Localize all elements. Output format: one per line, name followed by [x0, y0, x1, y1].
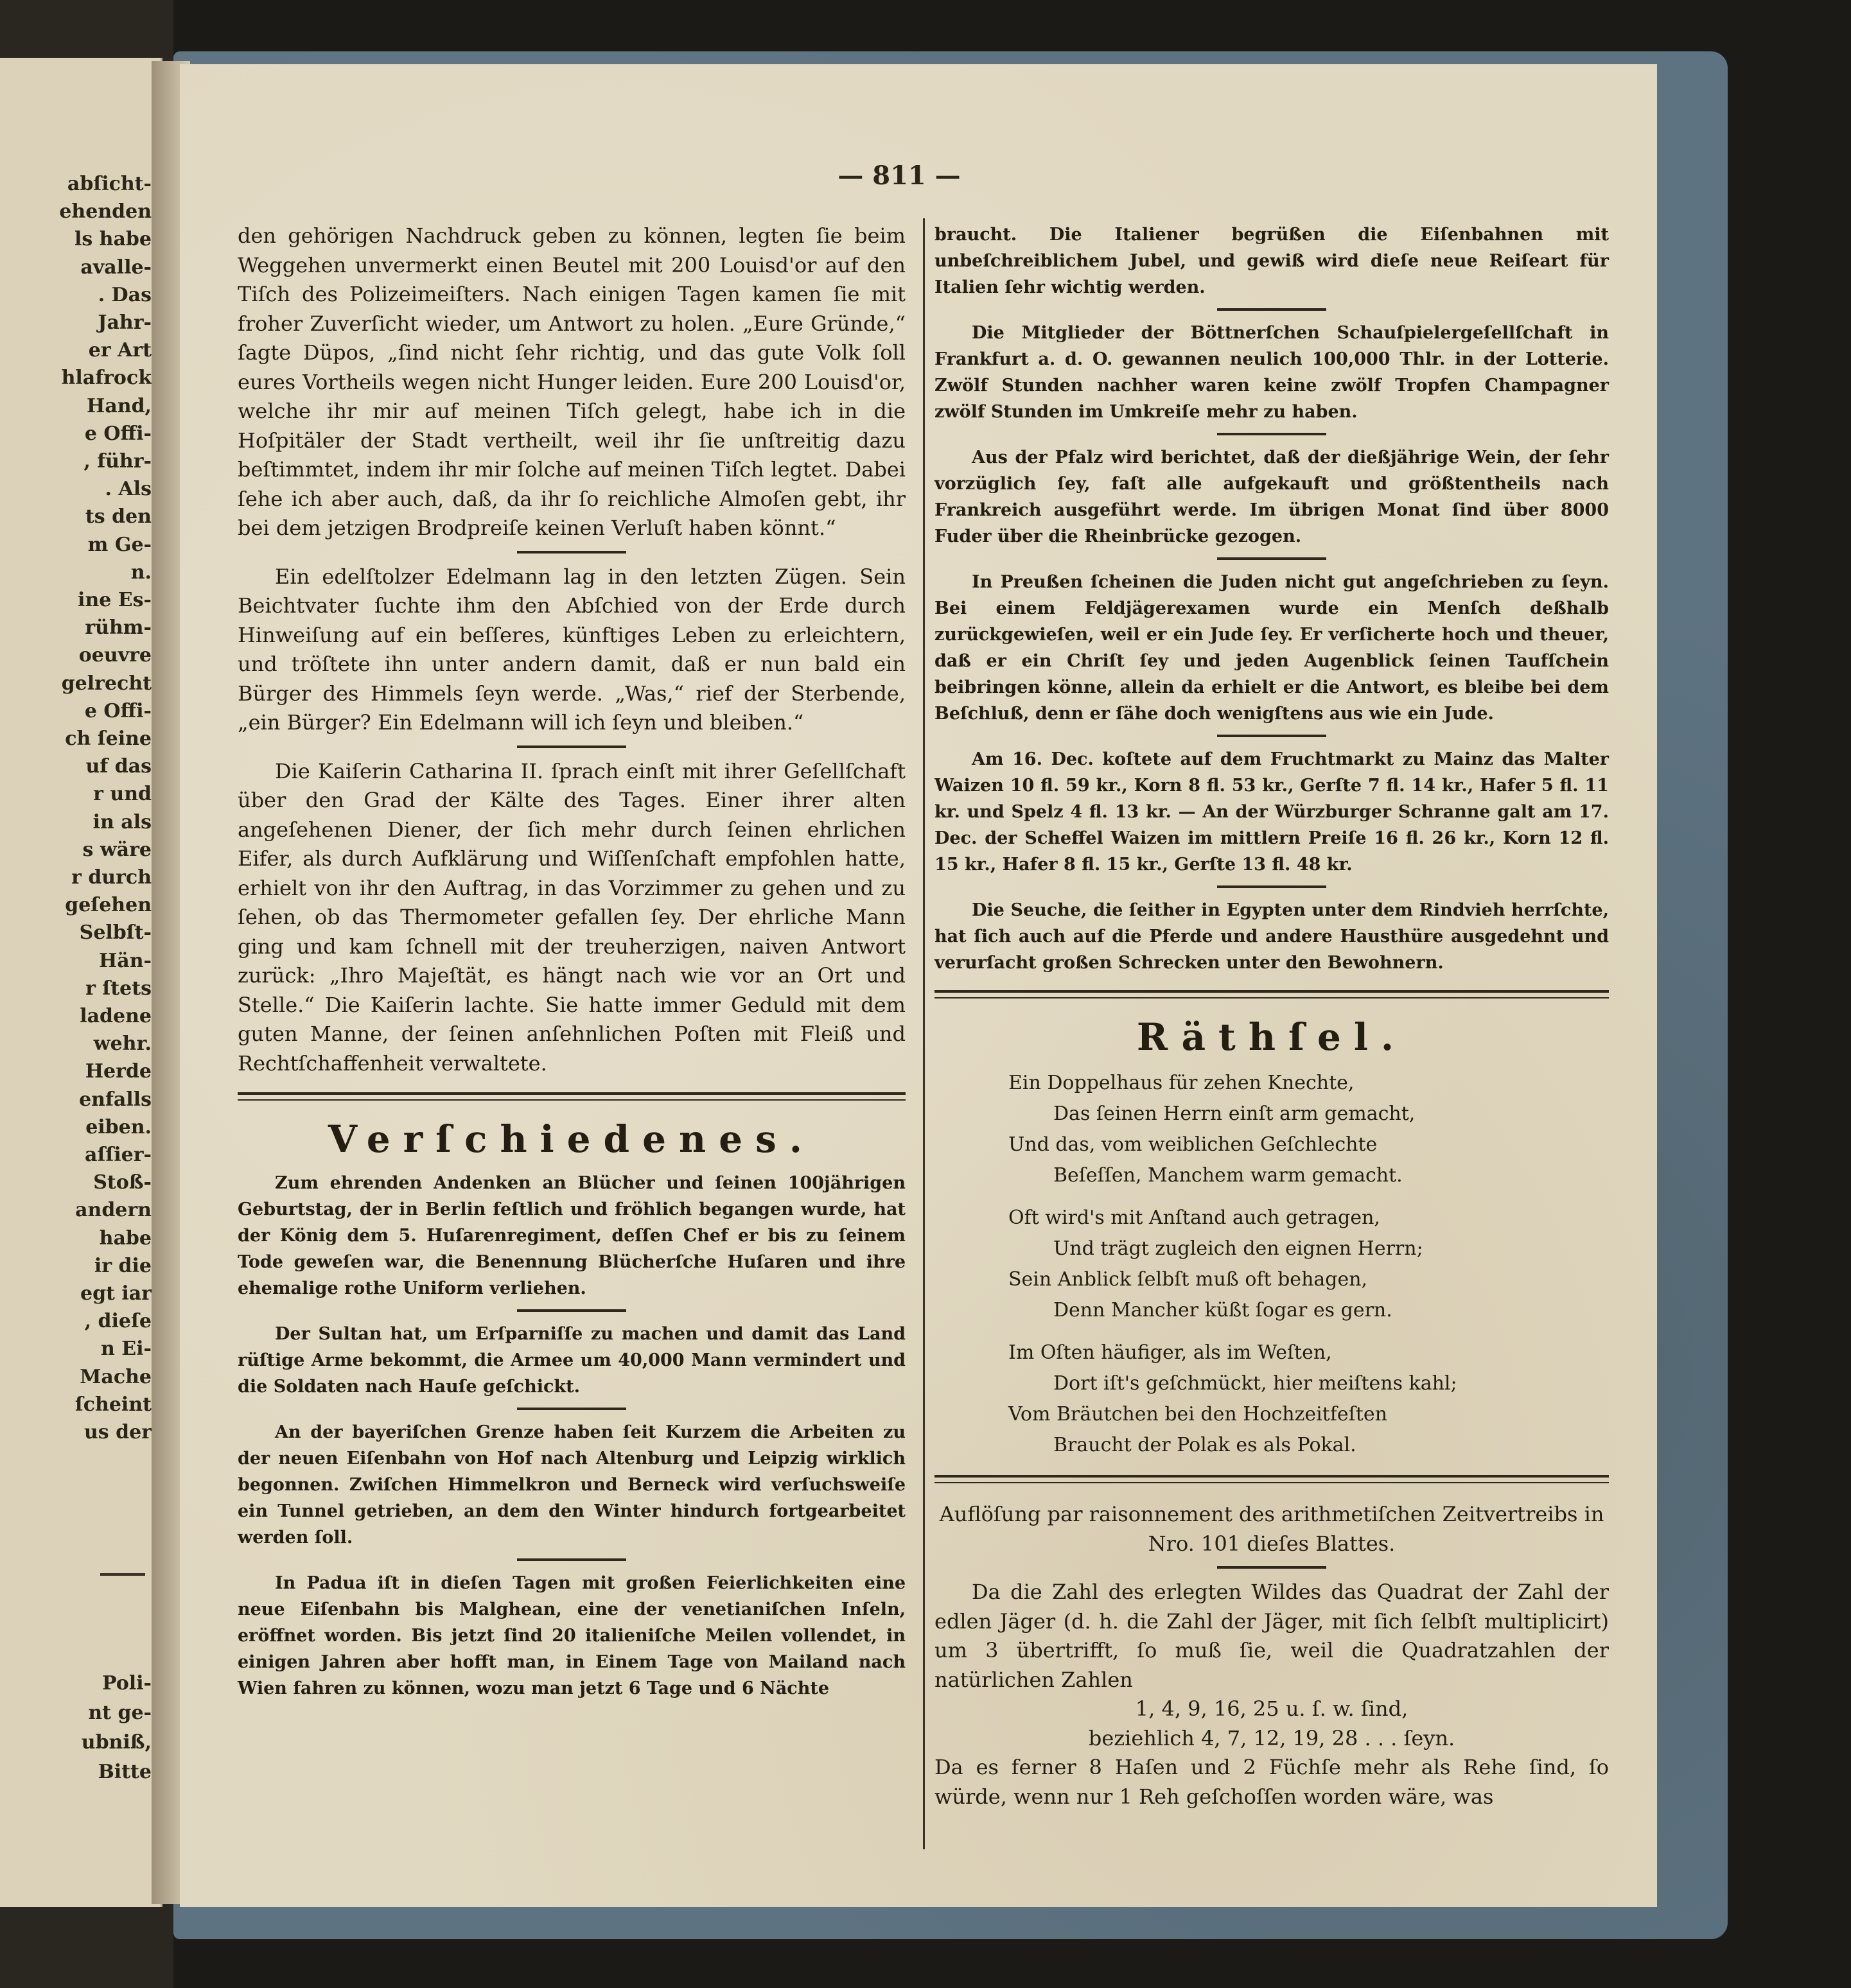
left-page-line: ls habe — [74, 228, 152, 251]
poem-line: Ein Doppelhaus für zehen Knechte, — [1008, 1072, 1355, 1094]
left-page-line: gelrecht — [61, 672, 152, 695]
poem-line: Das ſeinen Herrn einſt arm gemacht, — [1053, 1103, 1416, 1125]
left-page-line: ch ſeine — [65, 728, 152, 750]
left-page-line: Hän- — [98, 949, 152, 972]
section-rule — [517, 1408, 626, 1410]
left-page-line: , führ- — [83, 450, 152, 473]
solution-text: Da die Zahl des erlegten Wildes das Quadrat der Zahl der edlen Jäger (d. h. die Zahl der Jäger, mit ſich ſelbſt multiplicirt) um 3 übertrifft, ſo muß ſie, weil die Quadratzahlen der natürlichen Zahlen — [934, 1580, 1609, 1692]
poem-line: Sein Anblick ſelbſt muß oft behagen, — [1008, 1268, 1368, 1291]
anecdote-catharina: Die Kaiſerin Catharina II. ſprach einſt mit ihrer Geſellſchaft über den Grad der Kälte des Tages. Einer ihrer alten angeſehenen Diener, der ſich mehr durch ſeinen ehrlichen Eifer, als durch Aufklärung und Wiſſenſchaft empfohlen hatte, erhielt von ihr den Auftrag, in das Vorzimmer zu gehen und zu ſehen, ob das Thermometer gefallen ſey. Der ehrliche Mann ging und kam ſchnell mit der treuherzigen, naiven Antwort zurück: „Ihro Majeſtät, es hängt nach wie vor an Ort und Stelle.“ Die Kaiſerin lachte. Sie hatte immer Geduld mit dem guten Manne, der ſeinen anſehnlichen Poſten mit Fleiß und Rechtſchaffenheit verwaltete. — [238, 758, 906, 1076]
poem-line: Denn Mancher küßt ſogar es gern. — [1053, 1299, 1392, 1321]
news-bavarian-railway: An der bayeriſchen Grenze haben ſeit Kurzem die Arbeiten zu der neuen Eiſenbahn von Hof nach Altenburg und Leipzig wirklich begonnen. Zwiſchen Himmelkron und Berneck wird verſuchsweiſe ein Tunnel getrieben, an dem den Winter hindurch fortgearbeitet werden ſoll. — [238, 1422, 906, 1548]
section-rule — [1217, 308, 1326, 311]
left-page-line: abſicht- — [67, 173, 152, 195]
left-page-line: ubniß, — [81, 1731, 152, 1754]
left-page-line: eiben. — [85, 1115, 152, 1138]
left-page-line: n. — [130, 561, 152, 584]
news-egypt-plague: Die Seuche, die ſeither in Egypten unter dem Rindvieh herrſchte, hat ſich auch auf die Pferde und andere Hausthüre ausgedehnt und verurſacht großen Schrecken unter den Bewohnern. — [934, 900, 1609, 973]
news-prussia: In Preußen ſcheinen die Juden nicht gut angeſchrieben zu ſeyn. Bei einem Feldjägerexamen wurde ein Menſch deßhalb zurückgewieſen, weil er ein Jude ſey. Er verſicherte hoch und theuer, daß er ein Chriſt ſey und jeden Augenblick ſeinen Taufſchein beibringen könne, allein da erhielt er die Antwort, es bleibe bei dem Beſchluß, denn er ſähe doch wenigſtens aus wie ein Jude. — [934, 572, 1609, 724]
left-page-line: in als — [92, 810, 152, 833]
left-page-line: Hand, — [86, 394, 152, 417]
solution-sequence-sums: beziehlich 4, 7, 12, 19, 28 . . . ſeyn. — [1088, 1725, 1455, 1750]
news-sultan: Der Sultan hat, um Erſparniſſe zu machen und damit das Land rüſtige Arme bekommt, die Armee um 40,000 Mann vermindert und die Soldaten nach Hauſe geſchickt. — [238, 1324, 906, 1397]
section-rule — [1217, 433, 1326, 435]
riddle-stanza — [1008, 1203, 1609, 1326]
poem-line: Im Oſten häufiger, als im Weſten, — [1008, 1341, 1332, 1364]
page-number: — 811 — — [838, 161, 961, 191]
left-page-line: Bitte — [98, 1761, 152, 1783]
right-column — [934, 222, 1609, 1811]
poem-line: Dort iſt's geſchmückt, hier meiſtens kahl; — [1053, 1372, 1457, 1395]
left-page-line: wehr. — [93, 1033, 152, 1056]
poem-line: Braucht der Polak es als Pokal. — [1053, 1434, 1356, 1456]
section-rule — [1217, 735, 1326, 737]
left-page-line: aſſier- — [85, 1144, 152, 1166]
left-page-line: ladene — [80, 1005, 152, 1027]
left-page-line: ine Es- — [78, 589, 152, 611]
left-page-line: Poli- — [101, 1672, 152, 1695]
section-rule — [1217, 885, 1326, 888]
column-divider — [923, 218, 925, 1849]
section-rule — [1217, 1566, 1326, 1569]
left-page-line: m Ge- — [87, 533, 152, 556]
left-page-line: s wäre — [82, 838, 152, 861]
solution-title: Auflöſung par raisonnement des arithmetiſchen Zeitvertreibs in Nro. 101 dieſes Blattes. — [939, 1502, 1604, 1556]
left-page-line: andern — [75, 1199, 152, 1222]
left-page-line: oeuvre — [78, 644, 152, 667]
left-page-line: r durch — [71, 866, 152, 889]
left-page-line: r und — [93, 783, 152, 806]
news-grain-prices: Am 16. Dec. koſtete auf dem Fruchtmarkt zu Mainz das Malter Waizen 10 fl. 59 kr., Korn 8 fl. 53 kr., Gerſte 7 fl. 14 kr., Hafer 5 fl. 11 kr. und Spelz 4 fl. 13 kr. — An der Würzburger Schranne galt am 17. Dec. der Scheffel Waizen im mittlern Preiſe 16 fl. 26 kr., Korn 12 fl. 15 kr., Hafer 8 fl. 15 kr., Gerſte 13 fl. 48 kr. — [934, 749, 1609, 875]
left-page-line: Selbſt- — [79, 921, 152, 945]
left-page-line: ir die — [94, 1254, 152, 1277]
left-page-line: Stoß- — [93, 1171, 152, 1194]
poem-line: Und das, vom weiblichen Geſchlechte — [1008, 1133, 1378, 1156]
poem-line: Beſeſſen, Manchem warm gemacht. — [1053, 1164, 1403, 1187]
left-page-line: . Als — [105, 478, 152, 501]
left-page-line: , dieſe — [84, 1310, 152, 1333]
left-page-line: e Offi- — [84, 422, 152, 445]
left-page-line: . Das — [98, 283, 152, 306]
left-page-line: ts den — [85, 505, 152, 528]
left-page-line: n Ei- — [101, 1338, 152, 1361]
news-bluecher: Zum ehrenden Andenken an Blücher und ſeinen 100jährigen Geburtstag, der in Berlin feſtlich und fröhlich begangen wurde, hat der König dem 5. Huſarenregiment, deſſen Chef er bis zu ſeinem Tode geweſen war, die Benennung Blücherſche Huſaren und ihre ehemalige rothe Uniform verliehen. — [238, 1173, 906, 1298]
left-column — [238, 222, 906, 1702]
left-page-line: hlafrock — [61, 367, 152, 390]
left-page-fragment — [0, 58, 162, 1907]
section-heading-verschiedenes: Verſchiedenes. — [328, 1117, 815, 1161]
riddle-poem — [934, 1068, 1609, 1461]
poem-line: Oft wird's mit Anſtand auch getragen, — [1008, 1207, 1380, 1229]
news-italian-railway-cont: braucht. Die Italiener begrüßen die Eiſenbahnen mit unbeſchreiblichem Jubel, und gewiß wird dieſe neue Reiſeart für Italien ſehr wichtig werden. — [934, 225, 1609, 297]
left-page-line: enfalls — [79, 1088, 152, 1111]
left-page-line: uf das — [85, 755, 152, 778]
riddle-stanza — [1008, 1068, 1609, 1191]
left-page-line: Jahr- — [98, 311, 152, 334]
news-pfalz-wine: Aus der Pfalz wird berichtet, daß der dießjährige Wein, der ſehr vorzüglich ſey, faſt alle aufgekauft und größtentheils nach Frankreich ausgeführt werde. Im übrigen Monat ſind über 8000 Fuder über die Rheinbrücke gezogen. — [934, 448, 1609, 546]
anecdote-duepos: den gehörigen Nachdruck geben zu können, legten ſie beim Weggehen unvermerkt einen Beutel mit 200 Louisd'or auf den Tiſch des Polizeimeiſters. Nach einigen Tagen kamen ſie mit froher Zuverſicht wieder, um Antwort zu holen. „Eure Gründe,“ ſagte Düpos, „ſind nicht ſehr richtig, und das gute Volk ſoll eures Vortheils wegen nicht Hunger leiden. Eure 200 Louisd'or, welche ihr mir auf meinen Tiſch gelegt, habe ich in die Hoſpitäler der Stadt vertheilt, weil ihr ſie unſtreitig dazu beſtimmtet, indem ihr mir ſolche auf meinen Tiſch legtet. Dabei ſehe ich aber auch, daß, da ihr ſo reichliche Almoſen gebt, ihr bei dem jetzigen Brodpreiſe keinen Verluſt haben könnt.“ — [238, 223, 906, 540]
left-page-line: Herde — [85, 1060, 152, 1083]
section-rule — [517, 746, 626, 748]
solution-text-cont: Da es ferner 8 Haſen und 2 Füchſe mehr als Rehe ſind, ſo würde, wenn nur 1 Reh geſchoſſen worden wäre, was — [934, 1755, 1609, 1809]
riddle-stanza — [1008, 1338, 1609, 1461]
left-page-line: egt iar — [80, 1282, 152, 1305]
left-page-rule — [100, 1573, 145, 1576]
section-rule — [517, 1309, 626, 1312]
section-rule — [517, 1558, 626, 1561]
poem-line: Vom Bräutchen bei den Hochzeitfeſten — [1008, 1403, 1387, 1426]
section-rule — [517, 551, 626, 554]
left-page-line: Mache — [80, 1365, 152, 1388]
anecdote-edelmann: Ein edelſtolzer Edelmann lag in den letzten Zügen. Sein Beichtvater ſuchte ihm den Abſchied von der Erde durch Hinweiſung auf ein beſſeres, künftiges Leben zu erleichtern, und tröſtete ihn unter andern damit, daß er nun bald ein Bürger des Himmels ſeyn werde. „Was,“ rief der Sterbende, „ein Bürger? Ein Edelmann will ich ſeyn und bleiben.“ — [238, 564, 906, 735]
left-page-line: rühm- — [85, 616, 152, 640]
left-page-line: ſcheint — [75, 1393, 152, 1416]
poem-line: Und trägt zugleich den eignen Herrn; — [1053, 1237, 1423, 1260]
left-page-line: ehenden — [59, 200, 152, 223]
left-page-line: er Art — [88, 339, 152, 362]
section-rule — [1217, 557, 1326, 560]
left-page-line: habe — [99, 1226, 152, 1250]
double-rule — [934, 1475, 1609, 1483]
news-lottery: Die Mitglieder der Böttnerſchen Schauſpielergeſellſchaft in Frankfurt a. d. O. gewannen neulich 100,000 Thlr. in der Lotterie. Zwölf Stunden nachher waren keine zwölf Tropfen Champagner zwölf Stunden im Umkreiſe mehr zu haben. — [934, 323, 1609, 422]
left-page-line: nt ge- — [88, 1702, 152, 1724]
left-page-line: e Offi- — [84, 699, 152, 722]
left-page-line: r ſtets — [85, 977, 152, 1000]
news-padua-railway: In Padua iſt in dieſen Tagen mit großen Feierlichkeiten eine neue Eiſenbahn bis Malghean, eine der venetianiſchen Inſeln, eröffnet worden. Bis jetzt ſind 20 italieniſche Meilen vollendet, in einigen Jahren aber hofft man, in Einem Tage von Mailand nach Wien fahren zu können, wozu man jetzt 6 Tage und 6 Nächte — [238, 1573, 906, 1698]
solution-sequence-squares: 1, 4, 9, 16, 25 u. ſ. w. ſind, — [1135, 1696, 1408, 1721]
double-rule — [238, 1092, 906, 1101]
left-page-line: geſehen — [65, 894, 152, 917]
left-page-line: avalle- — [80, 256, 152, 279]
section-heading-raethsel: Räthſel. — [1136, 1015, 1407, 1059]
double-rule — [934, 990, 1609, 998]
left-page-line: us der — [83, 1421, 152, 1443]
